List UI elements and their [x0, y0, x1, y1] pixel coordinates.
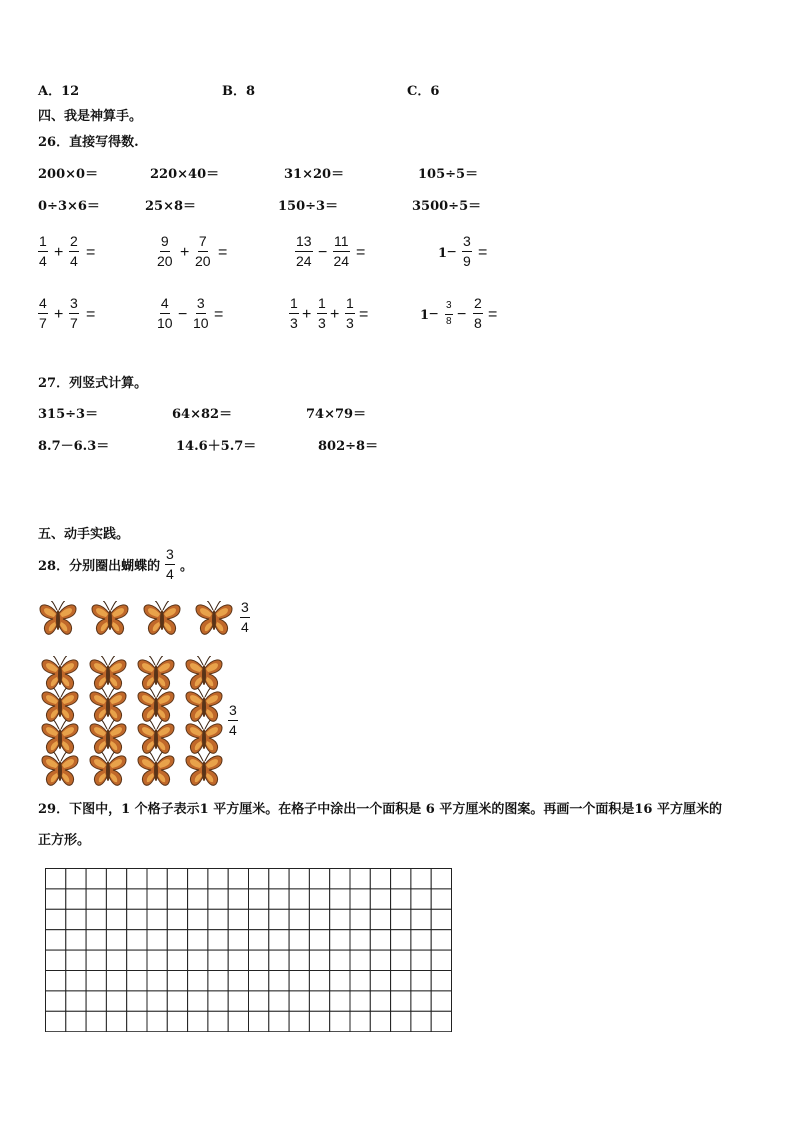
grid-cell[interactable] — [249, 971, 269, 991]
numerator: 3 — [228, 703, 238, 721]
butterfly-icon[interactable] — [90, 601, 130, 637]
butterfly-icon[interactable] — [40, 752, 80, 788]
grid-cell[interactable] — [147, 930, 167, 950]
numerator: 1 — [345, 296, 355, 314]
grid-cell[interactable] — [330, 1011, 350, 1031]
whole-number: 1 — [420, 308, 430, 323]
denominator: 4 — [166, 565, 174, 582]
grid-cell[interactable] — [391, 971, 411, 991]
grid-cell[interactable] — [350, 991, 370, 1011]
grid-cell[interactable] — [66, 991, 86, 1011]
grid-cell[interactable] — [228, 950, 248, 970]
fraction — [38, 296, 48, 330]
grid-cell[interactable] — [249, 950, 269, 970]
option-c: C．6 — [407, 84, 440, 99]
grid-cell[interactable] — [46, 950, 66, 970]
whole-number: 1 — [438, 246, 448, 261]
grid-cell[interactable] — [228, 889, 248, 909]
grid-cell[interactable] — [228, 971, 248, 991]
q27-title: 27．列竖式计算。 — [38, 376, 148, 391]
q27-item: 315÷3＝ — [38, 407, 99, 422]
butterfly-icon[interactable] — [136, 752, 176, 788]
numerator: 2 — [473, 296, 483, 314]
denominator: 20 — [157, 252, 173, 269]
grid-cell[interactable] — [431, 889, 451, 909]
denominator: 3 — [290, 314, 298, 331]
grid-cell[interactable] — [411, 889, 431, 909]
numerator: 3 — [462, 234, 472, 252]
butterfly-icon[interactable] — [88, 688, 128, 724]
q26-title: 26．直接写得数. — [38, 135, 139, 150]
plus-sign: + — [54, 244, 64, 261]
butterfly-icon[interactable] — [88, 752, 128, 788]
grid-cell[interactable] — [289, 889, 309, 909]
grid-cell[interactable] — [411, 950, 431, 970]
grid-cell[interactable] — [46, 869, 66, 889]
square-grid[interactable] — [45, 868, 453, 1032]
grid-cell[interactable] — [188, 909, 208, 929]
grid-cell[interactable] — [127, 889, 147, 909]
group2-fraction-label — [228, 703, 238, 737]
grid-cell[interactable] — [391, 930, 411, 950]
butterfly-icon[interactable] — [184, 656, 224, 692]
equals-sign: = — [86, 306, 96, 323]
grid-cell[interactable] — [350, 930, 370, 950]
butterfly-icon[interactable] — [40, 720, 80, 756]
grid-cell[interactable] — [269, 930, 289, 950]
fraction — [195, 234, 211, 268]
grid-cell[interactable] — [269, 971, 289, 991]
grid-cell[interactable] — [106, 889, 126, 909]
option-b: B．8 — [222, 84, 256, 99]
grid-cell[interactable] — [309, 909, 329, 929]
numerator: 3 — [445, 301, 453, 315]
fraction — [69, 234, 79, 268]
grid-cell[interactable] — [147, 971, 167, 991]
grid-cell[interactable] — [269, 950, 289, 970]
grid-cell[interactable] — [167, 909, 187, 929]
plus-sign: + — [180, 244, 190, 261]
grid-cell[interactable] — [208, 869, 228, 889]
q27-item: 14.6＋5.7＝ — [176, 439, 257, 454]
equals-sign: = — [359, 306, 369, 323]
grid-cell[interactable] — [46, 991, 66, 1011]
butterfly-icon[interactable] — [136, 720, 176, 756]
minus-sign: − — [457, 306, 467, 323]
grid-cell[interactable] — [249, 930, 269, 950]
numerator: 4 — [160, 296, 170, 314]
grid-cell[interactable] — [188, 991, 208, 1011]
fraction — [38, 234, 48, 268]
equals-sign: = — [488, 306, 498, 323]
equals-sign: = — [356, 244, 366, 261]
grid-cell[interactable] — [106, 869, 126, 889]
fraction — [473, 296, 483, 330]
numerator: 2 — [69, 234, 79, 252]
grid-cell[interactable] — [66, 889, 86, 909]
grid-cell[interactable] — [289, 909, 309, 929]
grid-cell[interactable] — [86, 991, 106, 1011]
grid-cell[interactable] — [431, 991, 451, 1011]
grid-cell[interactable] — [127, 930, 147, 950]
denominator: 8 — [474, 314, 482, 331]
grid-cell[interactable] — [411, 930, 431, 950]
numerator: 1 — [38, 234, 48, 252]
grid-cell[interactable] — [208, 909, 228, 929]
grid-cell[interactable] — [269, 991, 289, 1011]
grid-cell[interactable] — [167, 889, 187, 909]
grid-cell[interactable] — [289, 1011, 309, 1031]
grid-cell[interactable] — [411, 1011, 431, 1031]
grid-cell[interactable] — [431, 1011, 451, 1031]
numerator: 1 — [289, 296, 299, 314]
grid-cell[interactable] — [309, 1011, 329, 1031]
plus-sign: + — [330, 306, 340, 323]
grid-cell[interactable] — [46, 1011, 66, 1031]
q26-item: 0÷3×6＝ — [38, 199, 100, 214]
grid-cell[interactable] — [188, 950, 208, 970]
minus-sign: − — [447, 244, 457, 261]
grid-cell[interactable] — [188, 869, 208, 889]
grid-cell[interactable] — [330, 930, 350, 950]
grid-cell[interactable] — [86, 950, 106, 970]
grid-cell[interactable] — [370, 909, 390, 929]
grid-cell[interactable] — [106, 971, 126, 991]
denominator: 9 — [463, 252, 471, 269]
plus-sign: + — [302, 306, 312, 323]
grid-cell[interactable] — [208, 1011, 228, 1031]
numerator: 3 — [240, 600, 250, 618]
denominator: 8 — [446, 315, 452, 327]
fraction — [317, 296, 327, 330]
grid-cell[interactable] — [269, 1011, 289, 1031]
numerator: 3 — [69, 296, 79, 314]
butterfly-icon[interactable] — [88, 656, 128, 692]
grid-cell[interactable] — [228, 930, 248, 950]
grid-cell[interactable] — [411, 971, 431, 991]
grid-cell[interactable] — [106, 1011, 126, 1031]
grid-cell[interactable] — [167, 1011, 187, 1031]
grid-cell[interactable] — [208, 930, 228, 950]
grid-cell[interactable] — [289, 930, 309, 950]
grid-cell[interactable] — [228, 1011, 248, 1031]
q26-item: 200×0＝ — [38, 167, 99, 182]
grid-cell[interactable] — [127, 909, 147, 929]
grid-cell[interactable] — [86, 1011, 106, 1031]
denominator: 10 — [193, 314, 209, 331]
fraction — [345, 296, 355, 330]
grid-cell[interactable] — [370, 889, 390, 909]
butterfly-icon[interactable] — [136, 688, 176, 724]
grid-cell[interactable] — [269, 889, 289, 909]
grid-cell[interactable] — [167, 950, 187, 970]
butterfly-icon[interactable] — [184, 688, 224, 724]
grid-cell[interactable] — [309, 930, 329, 950]
grid-cell[interactable] — [269, 909, 289, 929]
grid-cell[interactable] — [269, 869, 289, 889]
grid-cell[interactable] — [106, 909, 126, 929]
grid-cell[interactable] — [249, 869, 269, 889]
q26-item: 220×40＝ — [150, 167, 220, 182]
grid-cell[interactable] — [370, 971, 390, 991]
denominator: 10 — [157, 314, 173, 331]
grid-cell[interactable] — [391, 889, 411, 909]
grid-cell[interactable] — [106, 930, 126, 950]
grid-cell[interactable] — [188, 1011, 208, 1031]
grid-cell[interactable] — [127, 869, 147, 889]
grid-cell[interactable] — [127, 991, 147, 1011]
fraction — [462, 234, 472, 268]
grid-cell[interactable] — [391, 1011, 411, 1031]
grid-cell[interactable] — [66, 950, 86, 970]
grid-cell[interactable] — [46, 909, 66, 929]
denominator: 4 — [241, 618, 249, 635]
minus-sign: − — [178, 306, 188, 323]
denominator: 4 — [39, 252, 47, 269]
grid-cell[interactable] — [431, 909, 451, 929]
grid-cell[interactable] — [86, 930, 106, 950]
denominator: 3 — [318, 314, 326, 331]
grid-cell[interactable] — [188, 930, 208, 950]
grid-cell[interactable] — [188, 971, 208, 991]
grid-cell[interactable] — [289, 971, 309, 991]
numerator: 3 — [196, 296, 206, 314]
fraction — [333, 234, 350, 268]
grid-cell[interactable] — [370, 991, 390, 1011]
grid-cell[interactable] — [46, 889, 66, 909]
grid-cell[interactable] — [289, 950, 309, 970]
butterfly-icon[interactable] — [40, 688, 80, 724]
grid-cell[interactable] — [106, 991, 126, 1011]
grid-cell[interactable] — [411, 991, 431, 1011]
denominator: 24 — [296, 252, 312, 269]
grid-cell[interactable] — [147, 991, 167, 1011]
q26-item: 105÷5＝ — [418, 167, 479, 182]
grid-cell[interactable] — [330, 971, 350, 991]
grid-cell[interactable] — [350, 950, 370, 970]
grid-cell[interactable] — [350, 909, 370, 929]
grid-cell[interactable] — [249, 1011, 269, 1031]
grid-cell[interactable] — [127, 971, 147, 991]
grid-cell[interactable] — [309, 950, 329, 970]
q26-item: 25×8＝ — [145, 199, 197, 214]
q29-text-line2: 正方形。 — [38, 833, 91, 848]
numerator: 9 — [160, 234, 170, 252]
denominator: 4 — [229, 721, 237, 738]
grid-cell[interactable] — [66, 971, 86, 991]
grid-cell[interactable] — [431, 950, 451, 970]
grid-cell[interactable] — [147, 909, 167, 929]
q27-item: 64×82＝ — [172, 407, 233, 422]
grid-cell[interactable] — [289, 869, 309, 889]
grid-cell[interactable] — [228, 991, 248, 1011]
grid-cell[interactable] — [330, 991, 350, 1011]
butterfly-icon[interactable] — [38, 601, 78, 637]
q27-item: 8.7－6.3＝ — [38, 439, 110, 454]
grid-cell[interactable] — [330, 869, 350, 889]
butterfly-icon[interactable] — [184, 752, 224, 788]
grid-cell[interactable] — [330, 909, 350, 929]
q29-text-line1: 29．下图中，1 个格子表示1 平方厘米。在格子中涂出一个面积是 6 平方厘米的图案。再画一个面积是16 平方厘米的 — [38, 802, 722, 817]
section5-title: 五、动手实践。 — [38, 527, 130, 542]
numerator: 3 — [165, 547, 175, 565]
grid-cell[interactable] — [188, 889, 208, 909]
denominator: 7 — [70, 314, 78, 331]
grid-cell[interactable] — [46, 930, 66, 950]
grid-cell[interactable] — [391, 909, 411, 929]
grid-cell[interactable] — [350, 971, 370, 991]
fraction — [445, 301, 453, 327]
denominator: 24 — [333, 252, 350, 269]
grid-cell[interactable] — [289, 991, 309, 1011]
equals-sign: = — [218, 244, 228, 261]
section4-title: 四、我是神算手。 — [38, 109, 143, 124]
grid-cell[interactable] — [350, 869, 370, 889]
grid-cell[interactable] — [309, 971, 329, 991]
grid-cell[interactable] — [309, 991, 329, 1011]
fraction — [295, 234, 313, 268]
grid-cell[interactable] — [431, 971, 451, 991]
butterfly-icon[interactable] — [184, 720, 224, 756]
grid-cell[interactable] — [127, 950, 147, 970]
grid-cell[interactable] — [391, 950, 411, 970]
plus-sign: + — [54, 306, 64, 323]
grid-cell[interactable] — [127, 1011, 147, 1031]
group1-fraction-label — [240, 600, 250, 634]
grid-cell[interactable] — [309, 889, 329, 909]
q28-title: 28．分别圈出蝴蝶的 — [38, 559, 161, 574]
grid-cell[interactable] — [86, 971, 106, 991]
grid-cell[interactable] — [249, 991, 269, 1011]
grid-cell[interactable] — [66, 930, 86, 950]
q28-title-suffix: 。 — [180, 559, 194, 574]
q26-item: 3500÷5＝ — [412, 199, 482, 214]
numerator: 4 — [38, 296, 48, 314]
grid-cell[interactable] — [106, 950, 126, 970]
grid-cell[interactable] — [147, 869, 167, 889]
grid-cell[interactable] — [147, 889, 167, 909]
grid-cell[interactable] — [66, 1011, 86, 1031]
grid-cell[interactable] — [86, 889, 106, 909]
fraction — [289, 296, 299, 330]
q26-item: 31×20＝ — [284, 167, 345, 182]
grid-cell[interactable] — [228, 869, 248, 889]
butterfly-icon[interactable] — [136, 656, 176, 692]
grid-cell[interactable] — [86, 869, 106, 889]
grid-cell[interactable] — [431, 869, 451, 889]
grid-cell[interactable] — [431, 930, 451, 950]
denominator: 4 — [70, 252, 78, 269]
denominator: 7 — [39, 314, 47, 331]
grid-cell[interactable] — [370, 1011, 390, 1031]
grid-cell[interactable] — [208, 991, 228, 1011]
grid-cell[interactable] — [370, 930, 390, 950]
grid-cell[interactable] — [66, 909, 86, 929]
equals-sign: = — [214, 306, 224, 323]
butterfly-icon[interactable] — [88, 720, 128, 756]
fraction — [157, 296, 173, 330]
grid-cell[interactable] — [208, 971, 228, 991]
fraction — [193, 296, 209, 330]
equals-sign: = — [478, 244, 488, 261]
grid-cell[interactable] — [391, 991, 411, 1011]
grid-cell[interactable] — [208, 889, 228, 909]
minus-sign: − — [429, 306, 439, 323]
grid-cell[interactable] — [167, 971, 187, 991]
q28-title-fraction — [165, 547, 175, 581]
denominator: 20 — [195, 252, 211, 269]
numerator: 11 — [333, 234, 350, 252]
q27-item: 802÷8＝ — [318, 439, 379, 454]
grid-cell[interactable] — [249, 909, 269, 929]
grid-cell[interactable] — [309, 869, 329, 889]
grid-cell[interactable] — [228, 909, 248, 929]
fraction — [157, 234, 173, 268]
grid-cell[interactable] — [167, 930, 187, 950]
q27-item: 74×79＝ — [306, 407, 367, 422]
grid-cell[interactable] — [167, 869, 187, 889]
grid-cell[interactable] — [249, 889, 269, 909]
grid-cell[interactable] — [370, 869, 390, 889]
option-a: A．12 — [38, 84, 80, 99]
grid-cell[interactable] — [330, 950, 350, 970]
equals-sign: = — [86, 244, 96, 261]
numerator: 7 — [198, 234, 208, 252]
grid-cell[interactable] — [167, 991, 187, 1011]
grid-cell[interactable] — [350, 1011, 370, 1031]
numerator: 13 — [295, 234, 313, 252]
minus-sign: − — [318, 244, 328, 261]
q26-item: 150÷3＝ — [278, 199, 339, 214]
grid-cell[interactable] — [46, 971, 66, 991]
grid-cell[interactable] — [411, 909, 431, 929]
grid-cell[interactable] — [350, 889, 370, 909]
fraction — [69, 296, 79, 330]
butterfly-icon[interactable] — [40, 656, 80, 692]
numerator: 1 — [317, 296, 327, 314]
grid-cell[interactable] — [147, 1011, 167, 1031]
butterfly-icon[interactable] — [142, 601, 182, 637]
denominator: 3 — [346, 314, 354, 331]
grid-cell[interactable] — [370, 950, 390, 970]
grid-cell[interactable] — [66, 869, 86, 889]
grid-cell[interactable] — [147, 950, 167, 970]
grid-cell[interactable] — [391, 869, 411, 889]
grid-cell[interactable] — [330, 889, 350, 909]
grid-cell[interactable] — [411, 869, 431, 889]
grid-cell[interactable] — [208, 950, 228, 970]
grid-cell[interactable] — [86, 909, 106, 929]
butterfly-icon[interactable] — [194, 601, 234, 637]
